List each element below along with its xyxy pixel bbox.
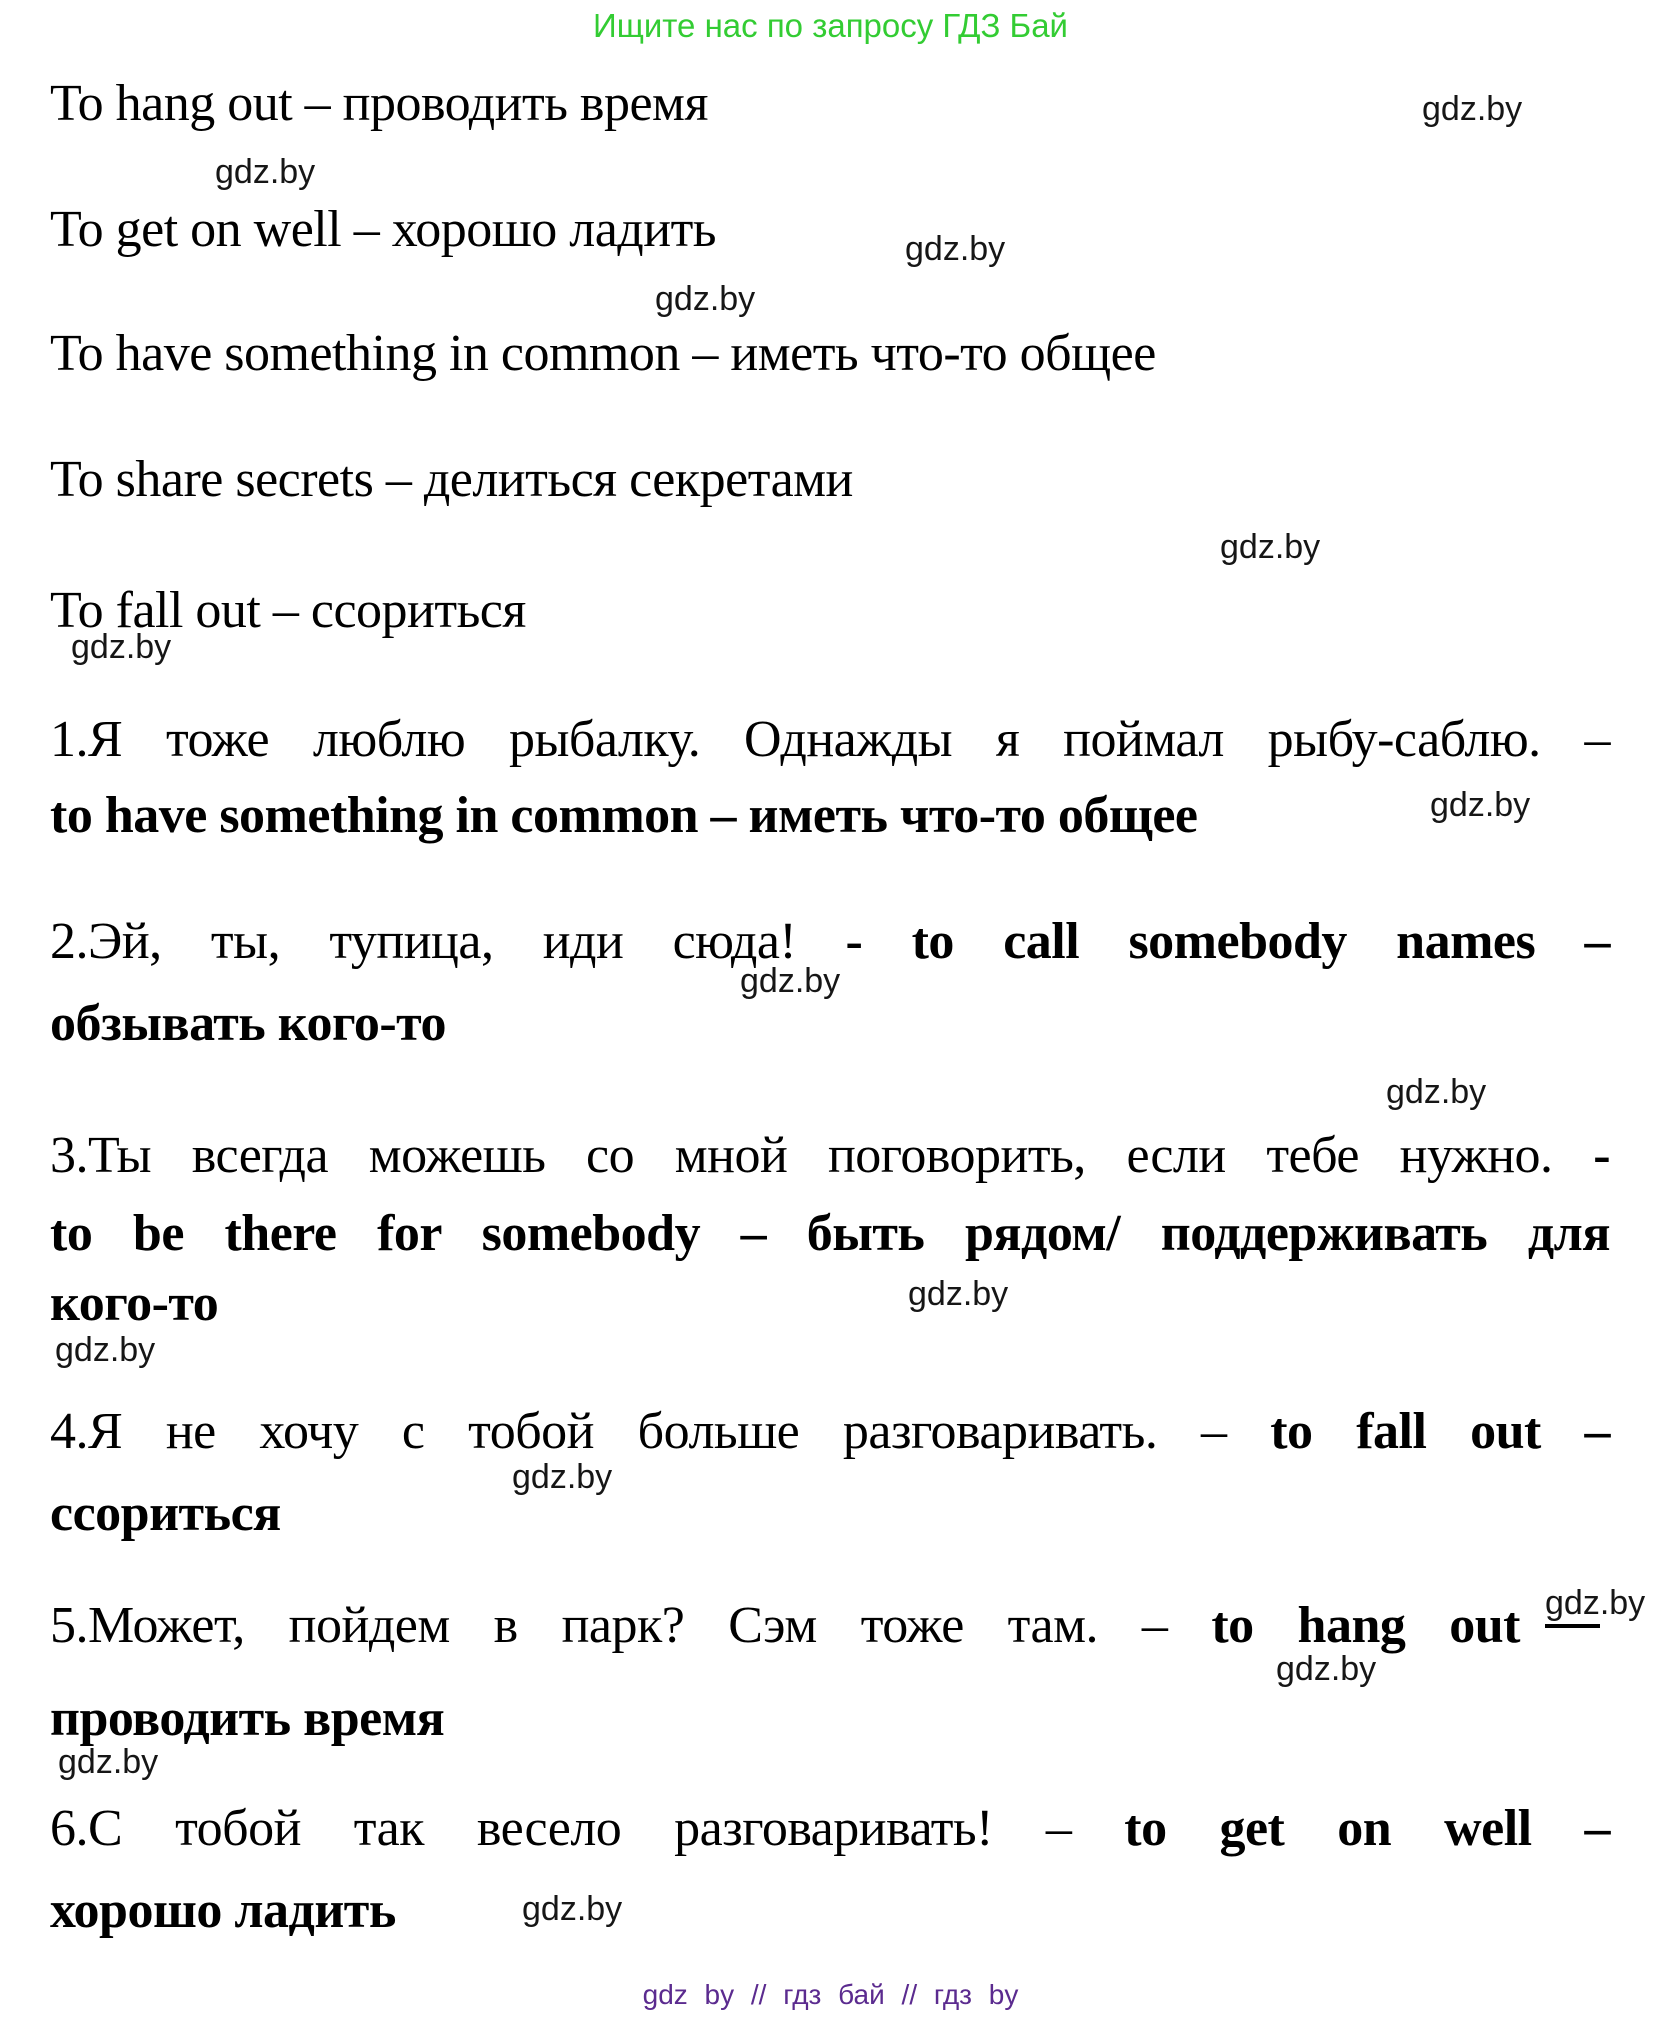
vocab-item-4: To share secrets – делиться секретами (50, 451, 853, 508)
promo-header: Ищите нас по запросу ГДЗ Бай (593, 7, 1068, 44)
watermark: gdz.by (71, 628, 172, 666)
answer-6-sentence (50, 1799, 1610, 1859)
watermark: gdz.by (512, 1458, 613, 1496)
answer-2-english: - to call somebody names – (845, 913, 1610, 970)
watermark: gdz.by (905, 230, 1006, 268)
answer-6-russian: 6.С тобой так весело разговаривать! – (50, 1800, 1072, 1857)
answer-1-phrase: to have something in common – иметь что-то общее (50, 787, 1198, 844)
answer-3-phrase: to be there for somebody – быть рядом/ поддерживать для (50, 1205, 1610, 1262)
answer-2-phrase-cont: обзывать кого-то (50, 995, 447, 1052)
watermark: gdz.by (215, 153, 316, 191)
watermark: gdz.by (1386, 1073, 1487, 1111)
answer-4-phrase-cont: ссориться (50, 1485, 281, 1542)
watermark: gdz.by (1276, 1650, 1377, 1688)
watermark-underlined (1545, 1586, 1645, 1620)
answer-6-english: to get on well – (1124, 1800, 1610, 1857)
answer-3-russian: 3.Ты всегда можешь со мной поговорить, если тебе нужно. (50, 1127, 1553, 1184)
watermark: gdz.by (1430, 786, 1531, 824)
answer-5-russian: 5.Может, пойдем в парк? Сэм тоже там. – (50, 1597, 1168, 1654)
watermark: gdz.by (55, 1331, 156, 1369)
answer-5-english: to hang out (1211, 1597, 1520, 1654)
watermark: gdz.by (740, 962, 841, 1000)
answer-5-phrase-cont: проводить время (50, 1690, 445, 1747)
answer-4-russian: 4.Я не хочу с тобой больше разговаривать. – (50, 1403, 1227, 1460)
watermark: gdz.by (522, 1890, 623, 1928)
watermark: gdz.by (1422, 90, 1523, 128)
answer-3-dash: - (1593, 1127, 1611, 1184)
answer-3-sentence (50, 1126, 1610, 1186)
answer-6-phrase-cont: хорошо ладить (50, 1882, 396, 1939)
answer-2-russian: 2.Эй, ты, тупица, иди сюда! (50, 913, 797, 970)
answer-5-sentence (50, 1596, 1520, 1656)
watermark: gdz.by (655, 280, 756, 318)
watermark: gdz.by (908, 1275, 1009, 1313)
vocab-item-2: To get on well – хорошо ладить (50, 201, 717, 258)
vocab-item-5: To fall out – ссориться (50, 582, 526, 639)
watermark-underlined-suffix: .by (1599, 1584, 1646, 1622)
answer-1-sentence: 1.Я тоже люблю рыбалку. Однажды я поймал рыбу-саблю. – (50, 711, 1610, 768)
watermark-underlined-prefix: gdz (1545, 1584, 1600, 1628)
watermark: gdz.by (1220, 528, 1321, 566)
footer-links: gdz by // гдз бай // гдз by (642, 1979, 1019, 2010)
watermark: gdz.by (58, 1743, 159, 1781)
vocab-item-3: To have something in common – иметь что-то общее (50, 325, 1156, 382)
answer-4-english: to fall out – (1270, 1403, 1610, 1460)
answer-3-phrase-cont: кого-то (50, 1275, 219, 1332)
answer-4-sentence (50, 1402, 1610, 1462)
vocab-item-1: To hang out – проводить время (50, 75, 708, 132)
